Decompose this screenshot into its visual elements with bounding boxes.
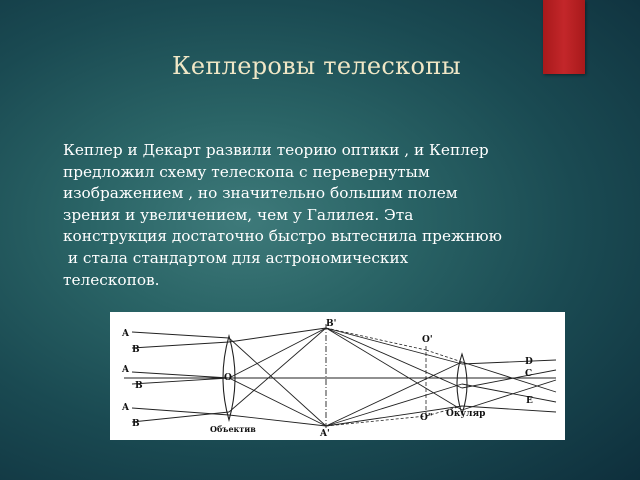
label-o-center: O (224, 373, 232, 383)
label-a1: A (122, 329, 129, 339)
body-line: предложил схему телескопа с перевернутым (63, 162, 430, 181)
optical-ray-diagram (110, 312, 565, 440)
body-line: телескопов. (63, 270, 160, 289)
label-a3: A (122, 403, 129, 413)
label-c: C (525, 369, 533, 379)
label-b2: B (135, 381, 143, 391)
construction-rays (326, 328, 462, 426)
body-line: изображением , но значительно большим полем (63, 184, 458, 203)
accent-bar (543, 0, 585, 74)
label-d: D (525, 357, 533, 367)
body-paragraph (63, 140, 593, 291)
label-objective: Объектив (210, 424, 256, 434)
slide-title: Кеплеровы телескопы (172, 52, 461, 80)
label-b1: B (132, 345, 140, 355)
rays-out (462, 360, 556, 412)
label-e: E (526, 396, 533, 406)
label-a2: A (122, 365, 129, 375)
body-line: зрения и увеличением, чем у Галилея. Эта (63, 205, 414, 224)
label-eyepiece: Окуляр (446, 409, 486, 419)
kepler-telescope-diagram (110, 312, 565, 440)
label-a-prime: A' (320, 429, 330, 439)
body-line: Кеплер и Декарт развили теорию оптики , и Кеплер (63, 141, 489, 159)
label-b-prime: B' (326, 319, 337, 329)
label-o-prime: O' (422, 335, 433, 345)
body-line: и стала стандартом для астрономических (63, 248, 409, 267)
body-line: конструкция достаточно быстро вытеснила прежнюю (63, 227, 502, 246)
label-b3: B (132, 419, 140, 429)
label-o-double-prime: O" (420, 413, 433, 423)
